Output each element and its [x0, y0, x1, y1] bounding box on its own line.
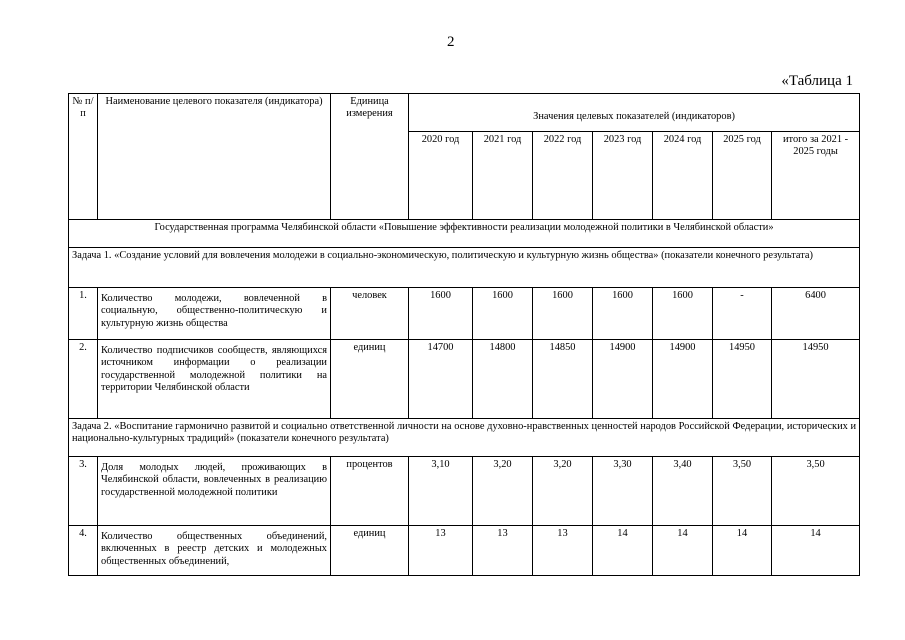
table-row: [69, 457, 860, 526]
task-row: [69, 419, 860, 457]
row-value: 1600: [473, 288, 533, 340]
row-value: 14: [653, 526, 713, 576]
header-year: 2025 год: [713, 132, 772, 220]
row-name: Доля молодых людей, проживающих в Челябинской области, вовлеченных в реализацию государственной молодежной политики: [98, 457, 331, 526]
row-value: 3,20: [473, 457, 533, 526]
header-row-1: [69, 94, 860, 132]
header-total: итого за 2021 - 2025 годы: [772, 132, 860, 220]
header-year: 2024 год: [653, 132, 713, 220]
indicators-table: [68, 93, 860, 576]
row-total: 3,50: [772, 457, 860, 526]
row-name: Количество молодежи, вовлеченной в социальную, общественно-политическую и культурную жизнь общества: [98, 288, 331, 340]
row-unit: человек: [331, 288, 409, 340]
row-value: 1600: [653, 288, 713, 340]
row-value: 3,20: [533, 457, 593, 526]
header-values-group: Значения целевых показателей (индикаторов): [409, 94, 860, 132]
row-value: -: [713, 288, 772, 340]
row-value: 1600: [409, 288, 473, 340]
header-name: Наименование целевого показателя (индикатора): [98, 94, 331, 220]
row-value: 14950: [713, 340, 772, 419]
header-year: 2020 год: [409, 132, 473, 220]
row-num: 3.: [69, 457, 98, 526]
row-value: 14: [713, 526, 772, 576]
row-total: 14: [772, 526, 860, 576]
row-name: Количество общественных объединений, включенных в реестр детских и молодежных общественных объединений,: [98, 526, 331, 576]
table-row: [69, 526, 860, 576]
table-caption: «Таблица 1: [781, 73, 853, 89]
row-total: 6400: [772, 288, 860, 340]
row-value: 14800: [473, 340, 533, 419]
row-value: 14900: [653, 340, 713, 419]
row-value: 14900: [593, 340, 653, 419]
row-value: 13: [409, 526, 473, 576]
program-row: [69, 220, 860, 248]
header-unit: Единица измерения: [331, 94, 409, 220]
program-title: Государственная программа Челябинской области «Повышение эффективности реализации молодежной политики в Челябинской области»: [69, 220, 860, 248]
task-1: Задача 1. «Создание условий для вовлечения молодежи в социально-экономическую, политическую и культурную жизнь общества» (показатели конечного результата): [69, 248, 860, 288]
header-num: № п/п: [69, 94, 98, 220]
row-value: 13: [473, 526, 533, 576]
row-value: 14: [593, 526, 653, 576]
row-value: 1600: [593, 288, 653, 340]
row-value: 14700: [409, 340, 473, 419]
row-value: 3,10: [409, 457, 473, 526]
header-year: 2021 год: [473, 132, 533, 220]
task-2: Задача 2. «Воспитание гармонично развитой и социально ответственной личности на основе духовно-нравственных ценностей народов Российской Федерации, исторических и национально-культурных традиций» (показатели конечного результата): [69, 419, 860, 457]
row-num: 2.: [69, 340, 98, 419]
table-row: [69, 340, 860, 419]
row-total: 14950: [772, 340, 860, 419]
header-year: 2023 год: [593, 132, 653, 220]
row-value: 3,30: [593, 457, 653, 526]
row-value: 14850: [533, 340, 593, 419]
row-unit: единиц: [331, 526, 409, 576]
row-value: 13: [533, 526, 593, 576]
page-number: 2: [447, 34, 455, 50]
header-year: 2022 год: [533, 132, 593, 220]
row-unit: единиц: [331, 340, 409, 419]
task-row: [69, 248, 860, 288]
row-num: 4.: [69, 526, 98, 576]
row-value: 3,50: [713, 457, 772, 526]
row-value: 1600: [533, 288, 593, 340]
row-unit: процентов: [331, 457, 409, 526]
row-name: Количество подписчиков сообществ, являющихся источником информации о реализации государственной молодежной политики на территории Челябинской области: [98, 340, 331, 419]
table-row: [69, 288, 860, 340]
row-value: 3,40: [653, 457, 713, 526]
row-num: 1.: [69, 288, 98, 340]
